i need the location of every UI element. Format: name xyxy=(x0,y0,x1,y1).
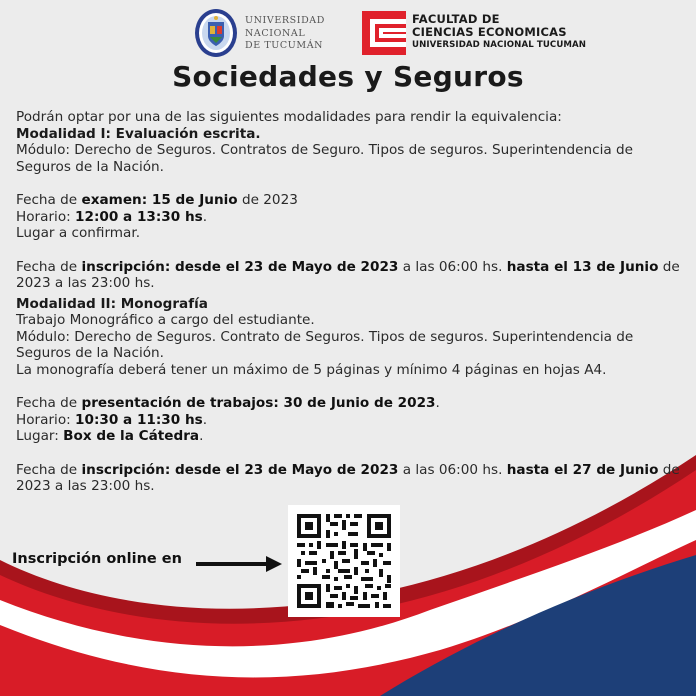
modalidad-1-horario xyxy=(16,209,686,226)
main-content xyxy=(16,109,686,495)
online-inscription-label: Inscripción online en xyxy=(12,551,182,567)
insc-prefix: Fecha de xyxy=(16,461,82,478)
right-arrow-icon xyxy=(196,555,282,573)
fecha-prefix: Fecha de xyxy=(16,395,82,411)
insc-hasta: hasta el 27 de Junio xyxy=(506,461,659,478)
lugar-suffix: . xyxy=(199,428,204,444)
fecha-prefix: Fecha de xyxy=(16,192,82,208)
university-name-line-3: DE TUCUMÁN xyxy=(245,40,324,51)
modalidad-2-inscripcion xyxy=(16,462,686,495)
horario-prefix: Horario: xyxy=(16,411,76,428)
modalidad-1-heading: Modalidad I: Evaluación escrita. xyxy=(16,125,261,142)
fecha-suffix: . xyxy=(435,395,440,411)
modalidad-1-modulo: Módulo: Derecho de Seguros. Contratos de Seguro. Tipos de seguros. Superintendencia de Seguros de la Nación. xyxy=(16,142,634,175)
qr-code-graphic xyxy=(288,505,400,617)
insc-suffix: de 2023 a las 23:00 hs. xyxy=(16,258,680,291)
insc-suffix: de 2023 a las 23:00 hs. xyxy=(16,461,680,494)
modalidad-2-extension: La monografía deberá tener un máximo de 5 páginas y mínimo 4 páginas en hojas A4. xyxy=(16,361,607,378)
university-name-line-2: NACIONAL xyxy=(245,27,306,39)
modalidad-2-lugar xyxy=(16,428,686,445)
faculty-name-line-2: CIENCIAS ECONOMICAS xyxy=(412,25,567,39)
university-name-line-1: UNIVERSIDAD xyxy=(245,15,325,26)
university-name xyxy=(245,15,325,53)
fce-square-logo-icon xyxy=(362,11,406,55)
faculty-name-line-1: FACULTAD DE xyxy=(412,12,500,26)
header xyxy=(0,5,696,61)
insc-hasta: hasta el 13 de Junio xyxy=(506,258,659,275)
modalidad-1-fecha xyxy=(16,192,686,209)
horario-suffix: . xyxy=(202,411,208,428)
modalidad-2-heading: Modalidad II: Monografía xyxy=(16,295,208,312)
insc-desde: inscripción: desde el 23 de Mayo de 2023 xyxy=(81,461,399,478)
faculty-name-line-3: UNIVERSIDAD NACIONAL TUCUMAN xyxy=(412,40,587,50)
insc-mid: a las 06:00 hs. xyxy=(398,258,507,275)
fecha-examen: examen: 15 de Junio xyxy=(81,192,238,208)
horario-prefix: Horario: xyxy=(16,208,76,225)
university-seal-icon xyxy=(194,8,238,58)
modalidad-2-modulo: Módulo: Derecho de Seguros. Contrato de Seguros. Tipos de seguros. Superintendencia de Seguros de la Nación. xyxy=(16,328,634,361)
insc-prefix: Fecha de xyxy=(16,258,82,275)
lugar-prefix: Lugar: xyxy=(16,428,64,444)
horario-value: 10:30 a 11:30 hs xyxy=(75,411,203,428)
fecha-presentacion: presentación de trabajos: 30 de Junio de 2023 xyxy=(81,395,436,411)
fecha-suffix: de 2023 xyxy=(237,192,298,208)
faculty-name xyxy=(412,13,586,51)
qr-code-icon[interactable] xyxy=(288,505,400,617)
modalidad-2-fecha xyxy=(16,395,686,412)
modalidad-1-lugar: Lugar a confirmar. xyxy=(16,225,141,241)
modalidad-2-trabajo: Trabajo Monográfico a cargo del estudiante. xyxy=(16,312,315,328)
insc-mid: a las 06:00 hs. xyxy=(398,461,507,478)
horario-suffix: . xyxy=(202,208,208,225)
modalidad-2-horario xyxy=(16,412,686,429)
page-title: Sociedades y Seguros xyxy=(172,60,524,93)
horario-value: 12:00 a 13:30 hs xyxy=(75,208,203,225)
insc-desde: inscripción: desde el 23 de Mayo de 2023 xyxy=(81,258,399,275)
lugar-value: Box de la Cátedra xyxy=(63,428,200,444)
modalidad-1-inscripcion xyxy=(16,259,686,292)
intro-text: Podrán optar por una de las siguientes modalidades para rendir la equivalencia: xyxy=(16,109,562,125)
